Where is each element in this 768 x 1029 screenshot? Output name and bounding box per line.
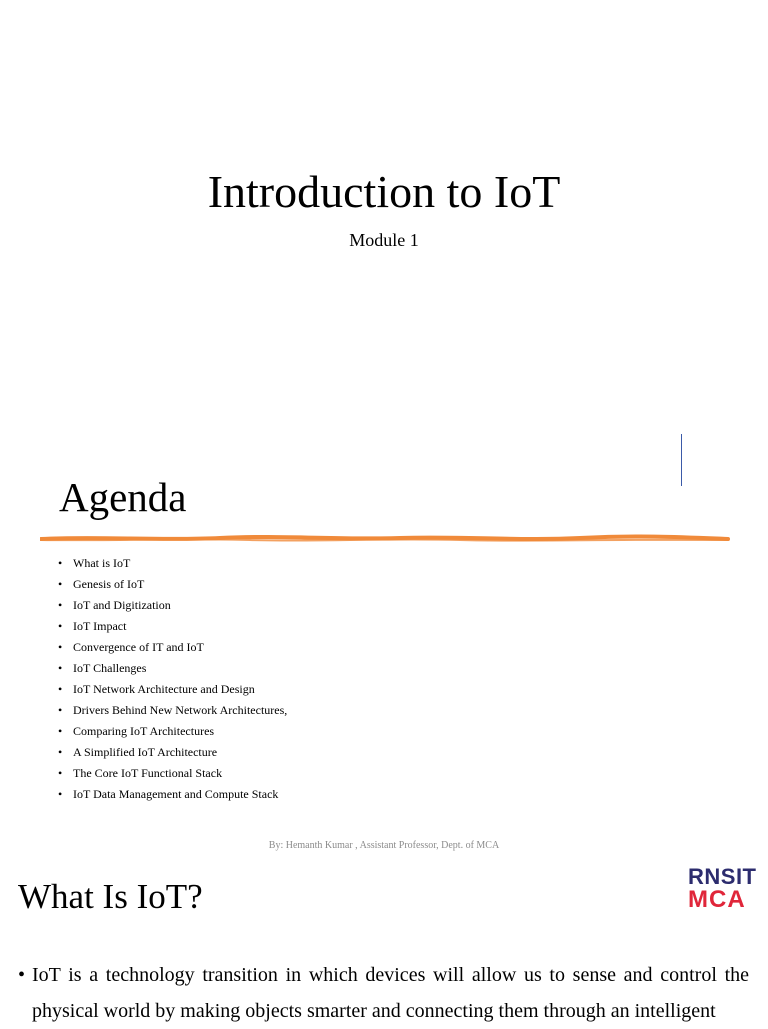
bullet-icon: • <box>58 577 63 591</box>
agenda-item: • IoT Network Architecture and Design <box>58 679 287 700</box>
bullet-icon: • <box>18 964 26 986</box>
agenda-item: • Convergence of IT and IoT <box>58 637 287 658</box>
bullet-icon: • <box>58 787 63 801</box>
agenda-item: • Drivers Behind New Network Architectures, <box>58 700 287 721</box>
agenda-item: • Comparing IoT Architectures <box>58 721 287 742</box>
bullet-icon: • <box>58 619 63 633</box>
rnsit-mca-logo <box>688 866 762 916</box>
agenda-underline <box>40 532 730 546</box>
bullet-icon: • <box>58 703 63 717</box>
agenda-item: • A Simplified IoT Architecture <box>58 742 287 763</box>
agenda-item: • IoT Data Management and Compute Stack <box>58 784 287 805</box>
bullet-icon: • <box>58 766 63 780</box>
agenda-item: • IoT Challenges <box>58 658 287 679</box>
paragraph-text: IoT is a technology transition in which devices will allow us to sense and control the physical world by making objects smarter and connecting them through an intelligent <box>32 964 749 1022</box>
section-heading: What Is IoT? <box>18 877 203 916</box>
bullet-icon: • <box>58 745 63 759</box>
agenda-item: • Genesis of IoT <box>58 574 287 595</box>
bullet-icon: • <box>58 661 63 675</box>
agenda-list <box>58 553 287 805</box>
agenda-item: • The Core IoT Functional Stack <box>58 763 287 784</box>
vertical-divider <box>681 434 682 486</box>
footer-credit: By: Hemanth Kumar , Assistant Professor, Dept. of MCA <box>268 840 500 851</box>
bullet-icon: • <box>58 724 63 738</box>
agenda-item: • What is IoT <box>58 553 287 574</box>
bullet-icon: • <box>58 682 63 696</box>
logo-text-bottom: MCA <box>688 886 746 913</box>
body-paragraph <box>18 957 749 1029</box>
agenda-item: • IoT and Digitization <box>58 595 287 616</box>
agenda-heading: Agenda <box>59 474 187 520</box>
bullet-icon: • <box>58 556 63 570</box>
agenda-item: • IoT Impact <box>58 616 287 637</box>
slide-subtitle: Module 1 <box>349 230 419 250</box>
bullet-icon: • <box>58 640 63 654</box>
logo-text-top: RNSIT <box>688 864 757 889</box>
slide-title: Introduction to IoT <box>207 166 561 217</box>
bullet-icon: • <box>58 598 63 612</box>
